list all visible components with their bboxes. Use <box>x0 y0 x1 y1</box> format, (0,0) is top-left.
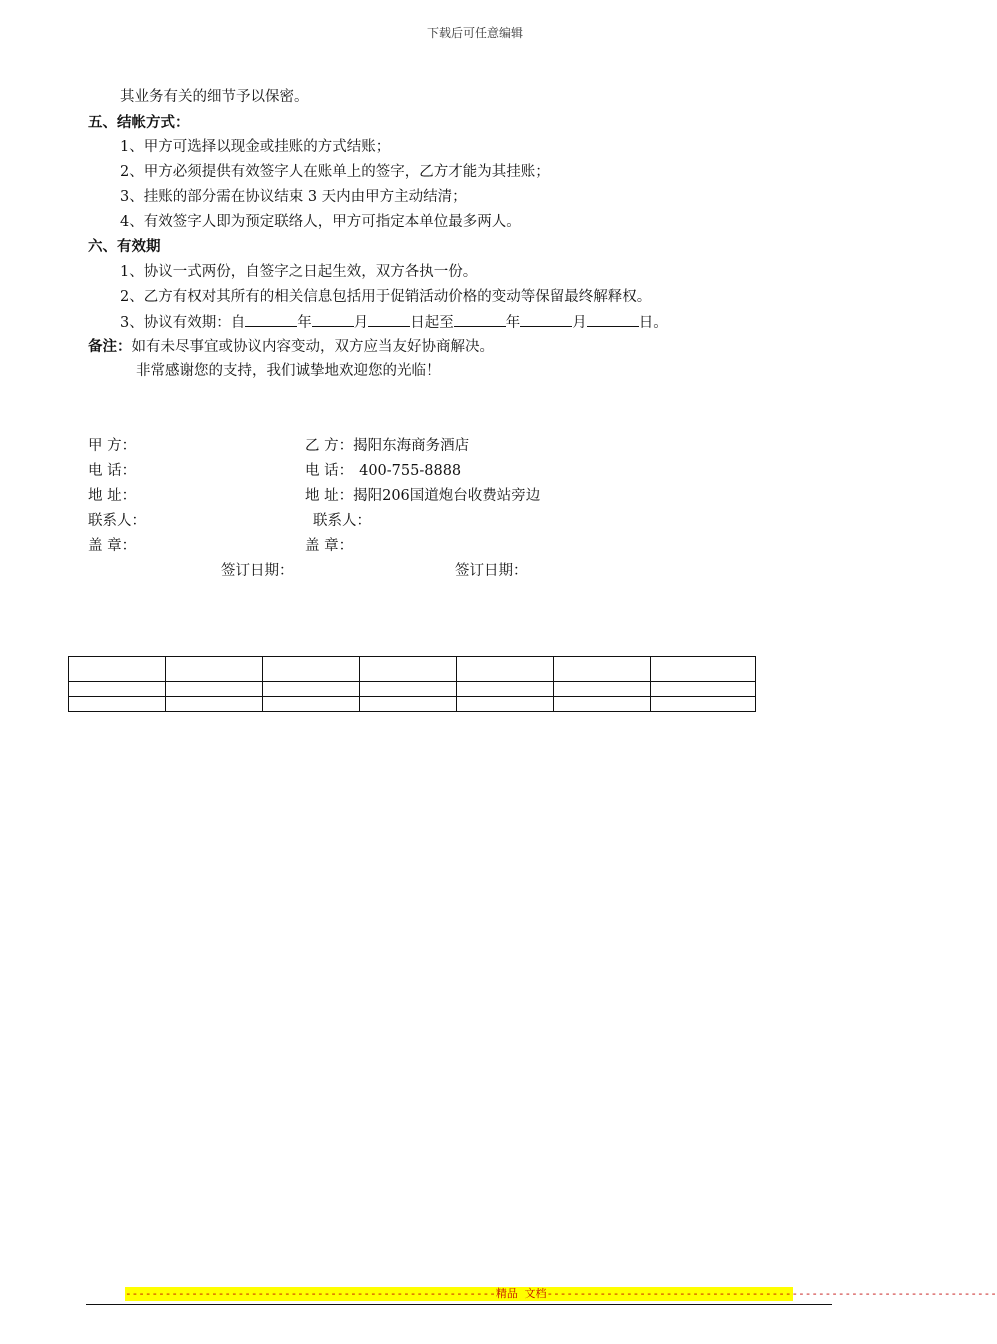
table-row <box>69 697 756 712</box>
table-cell[interactable] <box>457 657 554 682</box>
party-a-contact-label: 联系人： <box>88 513 146 529</box>
section6-title: 六、有效期 <box>88 239 161 255</box>
remarks-line <box>88 337 494 357</box>
table-cell[interactable] <box>69 697 166 712</box>
footer-band <box>125 1287 997 1301</box>
section5-item-2: 2、甲方必须提供有效签字人在账单上的签字，乙方才能为其挂账； <box>120 164 550 180</box>
footer-dashes-left: -------------------------------------------------------- <box>125 1287 496 1300</box>
footer-dashes-right: -------------------------------------------------------------------- <box>546 1287 997 1300</box>
table-cell[interactable] <box>651 682 756 697</box>
party-b-phone-value: 400-755-8888 <box>359 463 462 479</box>
table-cell[interactable] <box>360 657 457 682</box>
party-a-address-label: 地 址： <box>88 488 137 504</box>
thanks-line: 非常感谢您的支持，我们诚挚地欢迎您的光临！ <box>136 363 441 379</box>
table-cell[interactable] <box>69 682 166 697</box>
section6-item-2: 2、乙方有权对其所有的相关信息包括用于促销活动价格的变动等保留最终解释权。 <box>120 289 652 305</box>
party-b-phone-row <box>305 461 461 481</box>
validity-month-1: 月 <box>353 315 369 331</box>
party-b-address-value: 揭阳206国道炮台收费站旁边 <box>353 488 541 504</box>
validity-year-1: 年 <box>297 315 312 331</box>
table-cell[interactable] <box>457 682 554 697</box>
intro-line: 其业务有关的细节予以保密。 <box>120 89 309 105</box>
table-cell[interactable] <box>166 657 263 682</box>
party-b-address-label: 地 址： <box>305 488 354 504</box>
party-b-contact-label: 联系人： <box>313 513 371 529</box>
header-note: 下载后可任意编辑 <box>426 26 523 40</box>
empty-table <box>68 656 756 712</box>
table-cell[interactable] <box>554 657 651 682</box>
validity-day-2: 日。 <box>638 315 668 331</box>
blank-start-year[interactable] <box>245 312 297 327</box>
table-row <box>69 682 756 697</box>
table-row <box>69 657 756 682</box>
validity-prefix: 3、协议有效期：自 <box>120 315 246 331</box>
table-cell[interactable] <box>554 697 651 712</box>
party-b-date-label: 签订日期： <box>455 563 528 579</box>
remarks-label: 备注： <box>88 339 132 355</box>
blank-end-day[interactable] <box>587 312 639 327</box>
party-b-seal-label: 盖 章： <box>305 538 354 554</box>
footer-rule <box>86 1304 832 1305</box>
party-b-phone-label: 电 话： <box>305 463 354 479</box>
table-cell[interactable] <box>263 682 360 697</box>
validity-line <box>120 312 668 333</box>
section5-item-3: 3、挂账的部分需在协议结束 3 天内由甲方主动结清； <box>120 189 467 205</box>
section5-item-4: 4、有效签字人即为预定联络人，甲方可指定本单位最多两人。 <box>120 214 521 230</box>
blank-start-day[interactable] <box>368 312 410 327</box>
table-cell[interactable] <box>360 697 457 712</box>
party-a-name-label: 甲 方： <box>88 438 137 454</box>
blank-end-year[interactable] <box>454 312 506 327</box>
party-b-address-row <box>305 486 540 506</box>
footer-center-text: 精品 文档 <box>495 1287 547 1300</box>
validity-day-1: 日起至 <box>410 315 454 331</box>
table-cell[interactable] <box>651 697 756 712</box>
table-cell[interactable] <box>360 682 457 697</box>
party-b-name-label: 乙 方： <box>305 438 354 454</box>
party-b-name-row <box>305 436 469 456</box>
table-cell[interactable] <box>166 697 263 712</box>
party-a-seal-label: 盖 章： <box>88 538 137 554</box>
validity-month-2: 月 <box>572 315 587 331</box>
table-cell[interactable] <box>263 697 360 712</box>
table-cell[interactable] <box>554 682 651 697</box>
party-b-name-value: 揭阳东海商务酒店 <box>353 438 470 454</box>
table-cell[interactable] <box>651 657 756 682</box>
section6-item-1: 1、协议一式两份，自签字之日起生效，双方各执一份。 <box>120 264 478 280</box>
section5-title: 五、结帐方式： <box>88 115 190 131</box>
remarks-text: 如有未尽事宜或协议内容变动，双方应当友好协商解决。 <box>131 339 494 355</box>
validity-year-2: 年 <box>505 315 521 331</box>
party-a-date-label: 签订日期： <box>221 563 294 579</box>
table-cell[interactable] <box>457 697 554 712</box>
table-cell[interactable] <box>263 657 360 682</box>
table-cell[interactable] <box>69 657 166 682</box>
table-cell[interactable] <box>166 682 263 697</box>
blank-start-month[interactable] <box>312 312 354 327</box>
section5-item-1: 1、甲方可选择以现金或挂账的方式结账； <box>120 139 391 155</box>
blank-end-month[interactable] <box>520 312 572 327</box>
party-a-phone-label: 电 话： <box>88 463 137 479</box>
